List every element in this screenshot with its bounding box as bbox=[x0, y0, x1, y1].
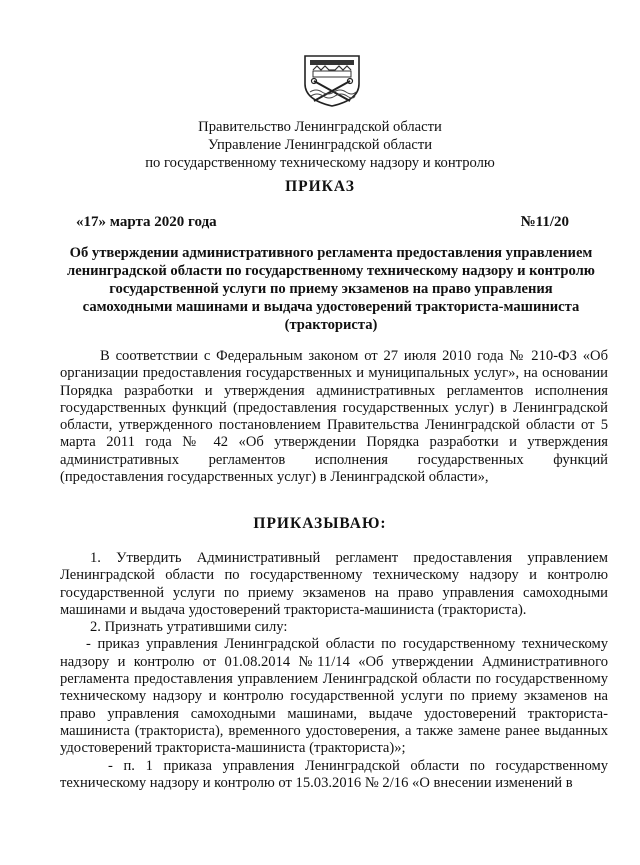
authority-line-3: по государственному техническому надзору и контролю bbox=[145, 155, 495, 171]
order-item-1: 1. Утвердить Административный регламент предоставления управлением Ленинградской области по государственному техническому надзору и контролю государственной услуги по приему экзаменов на право управления самоходными машинами и выдача удостоверений тракториста-машиниста (тракториста). bbox=[60, 550, 608, 618]
order-item-2: 2. Признать утратившими силу: bbox=[90, 619, 288, 636]
preamble-paragraph: В соответствии с Федеральным законом от 27 июля 2010 года № 210-ФЗ «Об организации предоставления государственных и муниципальных услуг», на основании Порядка разработки и утверждения административных регламентов исполнения государственных функций (предоставления государственных услуг) в Ленинградской области, утвержденного постановлением Правительства Ленинградской области от 5 марта 2011 года № 42 «Об утверждении Порядка разработки и утверждения административных регламентов исполнения государственных функций (предоставления государственных услуг) в Ленинградской области», bbox=[60, 348, 608, 486]
order-directive-heading: ПРИКАЗЫВАЮ: bbox=[253, 515, 387, 532]
coat-of-arms-icon bbox=[301, 54, 363, 108]
order-items bbox=[60, 550, 608, 792]
order-subject: Об утверждении административного регламента предоставления управлением ленинградской области по государственному техническому надзору и контролю государственной услуги по приему экзаменов на право управления самоходными машинами и выдача удостоверений тракториста-машиниста (тракториста) bbox=[67, 245, 595, 333]
issuing-authority bbox=[0, 118, 640, 172]
authority-line-2: Управление Ленинградской области bbox=[207, 137, 433, 153]
repealed-order-item-2: - п. 1 приказа управления Ленинградской области по государственному техническому надзору и контролю от 15.03.2016 № 2/16 «О внесении изменений в bbox=[60, 757, 608, 791]
repealed-order-item-1: - приказ управления Ленинградской области по государственному техническому надзору и контролю от 01.08.2014 №11/14 «Об утверждении Административного регламента предоставления управлением Ленинградской области по государственному техническому надзору и контролю государственной услуги по приему экзаменов на право управления самоходными машинами, выдаче удостоверений тракториста-машиниста (тракториста), временного удостоверения, а также замене ранее выданных удостоверений тракториста-машиниста (тракториста)»; bbox=[60, 636, 608, 757]
authority-line-1: Правительство Ленинградской области bbox=[198, 119, 442, 135]
order-title: ПРИКАЗ bbox=[285, 178, 355, 195]
order-number: №11/20 bbox=[520, 214, 569, 230]
order-date: «17» марта 2020 года bbox=[76, 214, 217, 230]
